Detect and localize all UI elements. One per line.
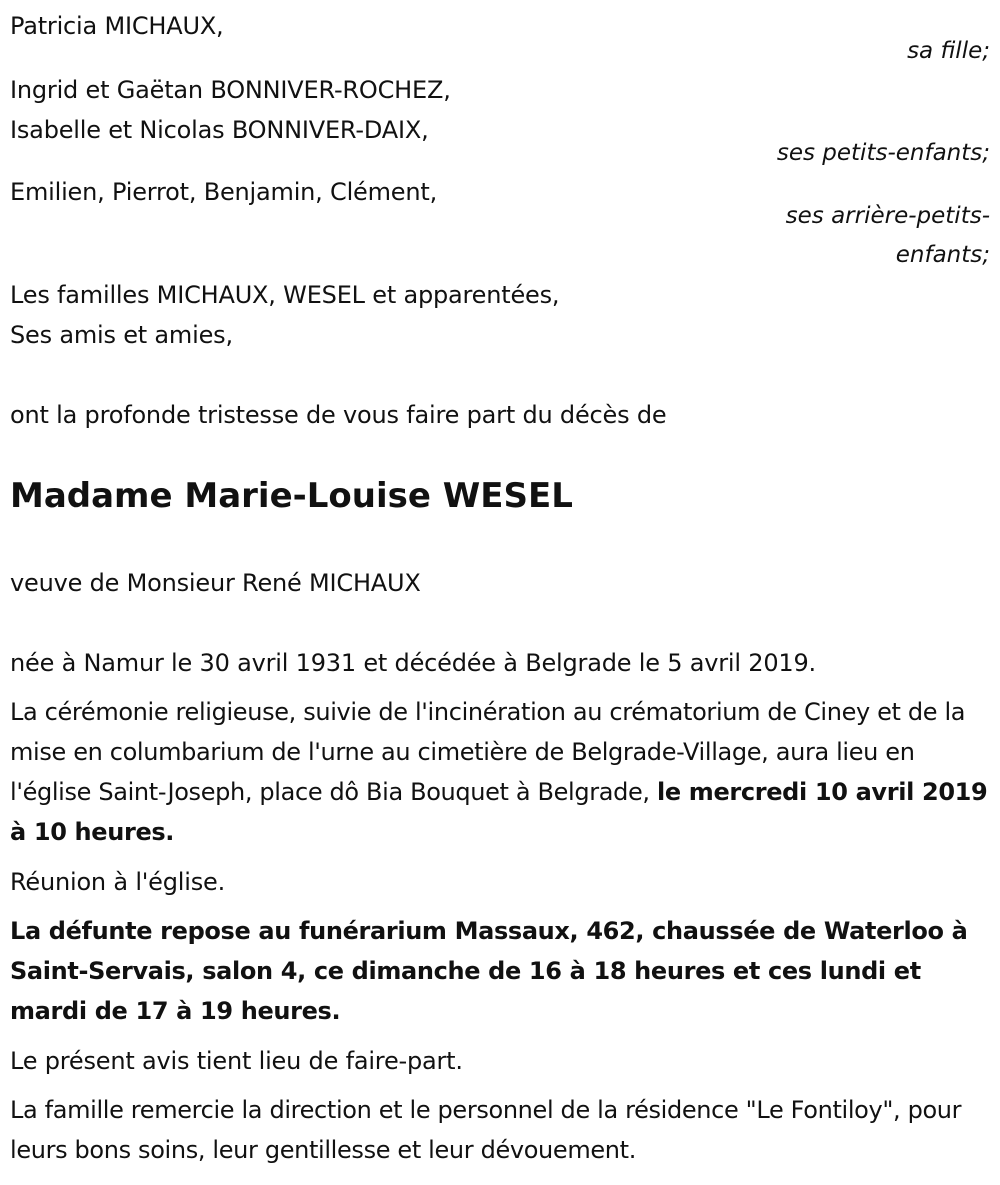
obituary-notice — [10, 0, 990, 1185]
grandchild-line-2: Isabelle et Nicolas BONNIVER-DAIX, — [10, 116, 429, 144]
ceremony-date: le mercredi 10 avril 2019 à 10 heures. — [10, 778, 988, 846]
ceremony-text: La cérémonie religieuse, suivie de l'incinération au crématorium de Ciney et de la mise en columbarium de l'urne au cimetière de Belgrade-Village, aura lieu en l'église Saint-Joseph, place dô Bia Bouquet à Belgrade, — [10, 698, 966, 806]
great-grandchildren-names: Emilien, Pierrot, Benjamin, Clément, — [10, 178, 438, 206]
grandchild-line-1: Ingrid et Gaëtan BONNIVER-ROCHEZ, — [10, 76, 451, 104]
families-line: Les familles MICHAUX, WESEL et apparentées, — [10, 281, 560, 309]
widow-of-line: veuve de Monsieur René MICHAUX — [10, 569, 421, 597]
great-grandchildren-role-line-2: enfants; — [895, 242, 990, 268]
ceremony-paragraph — [10, 692, 995, 852]
daughter-role: sa fille; — [907, 38, 990, 64]
grandchildren-role: ses petits-enfants; — [776, 140, 990, 166]
notice-line: Le présent avis tient lieu de faire-part. — [10, 1047, 463, 1075]
visitation-paragraph: La défunte repose au funérarium Massaux, 462, chaussée de Waterloo à Saint-Servais, salon 4, ce dimanche de 16 à 18 heures et ces lundi et mardi de 17 à 19 heures. — [10, 917, 968, 1025]
thanks-paragraph: La famille remercie la direction et le personnel de la résidence "Le Fontiloy", pour leurs bons soins, leur gentillesse et leur dévouement. — [10, 1096, 962, 1164]
deceased-name: Madame Marie-Louise WESEL — [10, 476, 573, 516]
meeting-line: Réunion à l'église. — [10, 868, 226, 896]
birth-death-line: née à Namur le 30 avril 1931 et décédée à Belgrade le 5 avril 2019. — [10, 649, 816, 677]
daughter-name: Patricia MICHAUX, — [10, 12, 224, 40]
announcement-intro: ont la profonde tristesse de vous faire part du décès de — [10, 401, 667, 429]
great-grandchildren-role-line-1: ses arrière-petits- — [785, 203, 990, 229]
friends-line: Ses amis et amies, — [10, 321, 233, 349]
